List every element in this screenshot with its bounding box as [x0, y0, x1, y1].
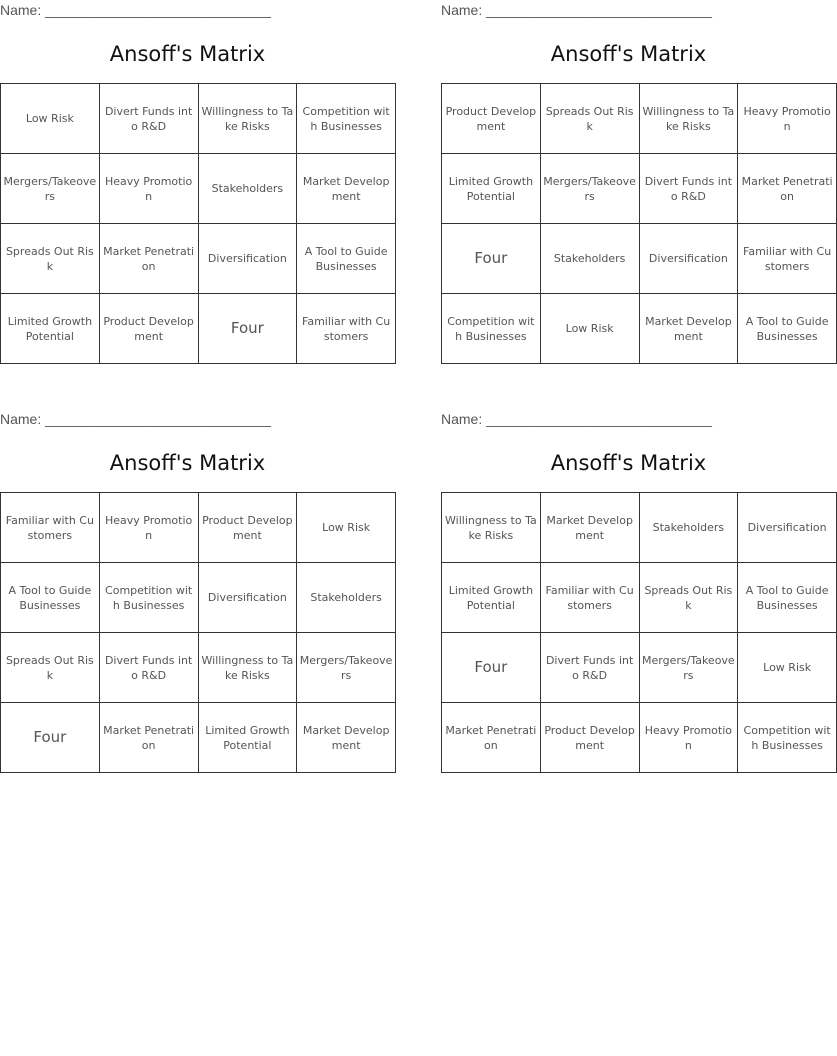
grid-cell: Familiar with Customers	[738, 224, 837, 294]
grid-cell: Divert Funds into R&D	[540, 633, 639, 703]
grid-cell: Stakeholders	[639, 493, 738, 563]
grid-cell: Competition with Businesses	[442, 294, 541, 364]
grid-cell: Market Penetration	[99, 703, 198, 773]
grid-cell: Mergers/Takeovers	[297, 633, 396, 703]
grid-cell: Willingness to Take Risks	[639, 84, 738, 154]
bingo-grid	[0, 492, 396, 773]
grid-cell: Limited Growth Potential	[442, 154, 541, 224]
grid-cell: Limited Growth Potential	[1, 294, 100, 364]
grid-cell: Familiar with Customers	[297, 294, 396, 364]
grid-cell: Heavy Promotion	[738, 84, 837, 154]
grid-cell: A Tool to Guide Businesses	[1, 563, 100, 633]
grid-cell: Product Development	[540, 703, 639, 773]
grid-row	[1, 493, 396, 563]
grid-row	[442, 493, 837, 563]
name-field: Name: _____________________________	[441, 2, 712, 18]
grid-cell: A Tool to Guide Businesses	[297, 224, 396, 294]
grid-cell: Low Risk	[297, 493, 396, 563]
grid-cell: Low Risk	[540, 294, 639, 364]
grid-cell: Divert Funds into R&D	[99, 633, 198, 703]
grid-row	[1, 154, 396, 224]
grid-cell: Stakeholders	[297, 563, 396, 633]
grid-row	[1, 294, 396, 364]
name-field: Name: _____________________________	[0, 2, 271, 18]
bingo-grid	[441, 83, 837, 364]
grid-cell: Stakeholders	[540, 224, 639, 294]
name-field: Name: _____________________________	[0, 411, 271, 427]
grid-cell: Limited Growth Potential	[198, 703, 297, 773]
card-title: Ansoff's Matrix	[550, 451, 707, 475]
grid-cell: Willingness to Take Risks	[198, 84, 297, 154]
grid-cell: Market Development	[639, 294, 738, 364]
card-title: Ansoff's Matrix	[109, 42, 266, 66]
grid-cell: Heavy Promotion	[639, 703, 738, 773]
grid-cell: Spreads Out Risk	[639, 563, 738, 633]
free-space-cell: Four	[442, 633, 541, 703]
grid-cell: Competition with Businesses	[297, 84, 396, 154]
grid-cell: Familiar with Customers	[540, 563, 639, 633]
grid-cell: Market Development	[297, 154, 396, 224]
grid-cell: Product Development	[198, 493, 297, 563]
grid-row	[1, 224, 396, 294]
grid-cell: Low Risk	[738, 633, 837, 703]
grid-row	[442, 633, 837, 703]
grid-cell: Diversification	[738, 493, 837, 563]
grid-cell: Mergers/Takeovers	[1, 154, 100, 224]
grid-cell: Spreads Out Risk	[1, 224, 100, 294]
grid-row	[1, 563, 396, 633]
card-title: Ansoff's Matrix	[550, 42, 707, 66]
grid-cell: Heavy Promotion	[99, 154, 198, 224]
grid-cell: Product Development	[442, 84, 541, 154]
grid-cell: Market Development	[297, 703, 396, 773]
grid-cell: Low Risk	[1, 84, 100, 154]
grid-cell: Mergers/Takeovers	[540, 154, 639, 224]
free-space-cell: Four	[442, 224, 541, 294]
grid-cell: Divert Funds into R&D	[99, 84, 198, 154]
grid-row	[442, 294, 837, 364]
grid-cell: Competition with Businesses	[99, 563, 198, 633]
name-field: Name: _____________________________	[441, 411, 712, 427]
grid-cell: Diversification	[198, 224, 297, 294]
card-title: Ansoff's Matrix	[109, 451, 266, 475]
grid-cell: A Tool to Guide Businesses	[738, 563, 837, 633]
grid-cell: Limited Growth Potential	[442, 563, 541, 633]
grid-row	[442, 84, 837, 154]
grid-cell: Market Penetration	[99, 224, 198, 294]
grid-cell: Market Development	[540, 493, 639, 563]
grid-cell: Product Development	[99, 294, 198, 364]
grid-cell: Willingness to Take Risks	[442, 493, 541, 563]
grid-cell: Heavy Promotion	[99, 493, 198, 563]
free-space-cell: Four	[198, 294, 297, 364]
free-space-cell: Four	[1, 703, 100, 773]
grid-cell: Mergers/Takeovers	[639, 633, 738, 703]
grid-row	[442, 703, 837, 773]
grid-row	[1, 633, 396, 703]
grid-row	[1, 84, 396, 154]
grid-cell: Familiar with Customers	[1, 493, 100, 563]
grid-cell: Diversification	[639, 224, 738, 294]
grid-row	[442, 154, 837, 224]
grid-row	[1, 703, 396, 773]
grid-cell: Market Penetration	[738, 154, 837, 224]
grid-cell: A Tool to Guide Businesses	[738, 294, 837, 364]
grid-cell: Willingness to Take Risks	[198, 633, 297, 703]
bingo-grid	[0, 83, 396, 364]
grid-row	[442, 563, 837, 633]
grid-cell: Spreads Out Risk	[1, 633, 100, 703]
grid-cell: Spreads Out Risk	[540, 84, 639, 154]
grid-cell: Competition with Businesses	[738, 703, 837, 773]
grid-row	[442, 224, 837, 294]
bingo-grid	[441, 492, 837, 773]
grid-cell: Diversification	[198, 563, 297, 633]
grid-cell: Market Penetration	[442, 703, 541, 773]
grid-cell: Stakeholders	[198, 154, 297, 224]
grid-cell: Divert Funds into R&D	[639, 154, 738, 224]
